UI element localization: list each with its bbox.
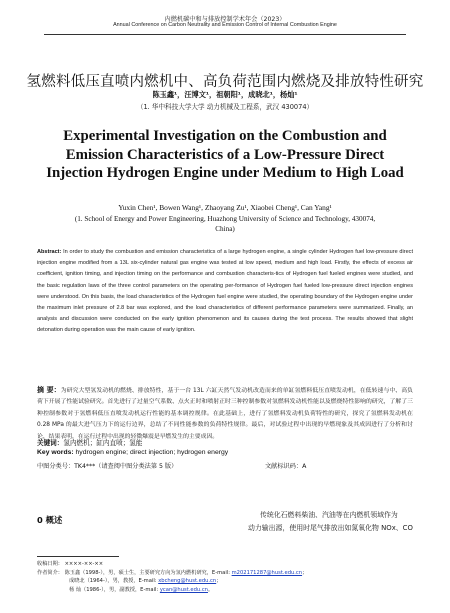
footnote-rule	[37, 556, 119, 557]
author-bio-3: 杨 灿（1986-），男，副教授，E-mail: ycan@hust.edu.cn。	[69, 586, 214, 593]
intro-paragraph	[248, 509, 418, 535]
abstract-zh-text: 为研究大型氢发动机的燃烧、排放特性，基于一台 13L 六缸天然气发动机改造而来的单缸氢燃料低压直喷发动机，在低转速与中、高负荷下开展了性能试验研究。首先进行了过量空气系数、点火正时和喷射正时三种控制参数对氢燃料发动机性能以及燃烧特性影响的研究，了解了三种控制参数对于氢燃料低压直喷发动机运行性能的基本调控规律。在此基础上，进行了氢燃料发动机负荷特性的研究，探究了氢燃料发动机在 0.28 MPa 的最大进气压力下的运行边界，总结了不同性能参数的负荷特性规律。最后，对试验过程中出现的早燃现象及其成因进行了分析和讨论，结果表明，在运行过程中出现的轻微爆震是早燃发生的主要成因。	[37, 388, 413, 440]
author-email-link-3[interactable]: ycan@hust.edu.cn	[159, 586, 208, 593]
keywords-en-label: Key words:	[37, 449, 74, 456]
authors-zh: 陈玉鑫¹，汪博文¹，祖朝阳¹，成晓北¹，杨灿¹	[152, 90, 298, 99]
document-code: 文献标识码：A	[265, 463, 307, 470]
keywords-en-text: hydrogen engine; direct injection; hydrogen energy	[75, 449, 229, 456]
running-header	[0, 0, 450, 44]
author-email-link-1[interactable]: m202171287@hust.edu.cn	[231, 569, 303, 576]
affiliation-en: (1. School of Energy and Power Engineering, Huazhong University of Science and Technology, 430074, China)	[74, 215, 376, 233]
author-bio-2: 成晓北（1964-），男，教授，E-mail: xbcheng@hust.edu.cn；	[69, 578, 222, 585]
author-bio-1: 作者简介： 陈玉鑫（1998-），男，硕士生，主要研究方向为氢内燃机研究，E-mail: m202171287@hust.edu.cn；	[37, 569, 308, 576]
abstract-en	[37, 247, 413, 337]
abstract-text: In order to study the combustion and emission characteristics of a large hydrogen engine, a single cylinder Hydrogen fuel low-pressure direct injection engine modified from a 13L six-cylinder natural gas engine was tested at low speed, medium and high load. Firstly, the effects of excess air coefficient, ignition timing, and injection timing on the performance and combustion characteris-tics of Hydrogen fuel fueled engines were studied, and the basic regulation laws of the three control parameters on the operating per-formance of Hydrogen fuel fueled low-pressure direct injection engines were understood. On this basis, the load characteristics of the Hydrogen fuel engine were studied, the operating boundary of the Hydrogen engine under the maximum inlet pressure of 2.8 bar was explored, and the load characteristics of different performance parameters were summarized. Finally, an analysis and discussion were conducted on the early ignition phenomenon and its causes during the test process. The results showed that slight detonation during operation was the main cause of early ignition.	[37, 249, 414, 334]
affiliation-zh: （1. 华中科技大学大学 动力机械及工程系，武汉 430074）	[136, 103, 314, 111]
author-bio-3-text: 杨 灿（1986-），男，副教授，E-mail:	[69, 586, 160, 593]
keywords-en	[37, 449, 228, 456]
conference-title-zh: 内燃机碳中和与排放控制学术年会（2023）	[164, 16, 286, 23]
intro-line-2: 动力输出源，使用时尾气排放出如氮氧化物 NOx、CO	[248, 523, 413, 532]
section-heading: 0 概述	[37, 515, 63, 525]
keywords-zh-text: 氢内燃机；缸内直喷；氢能	[63, 439, 143, 447]
abstract-label: Abstract:	[37, 249, 62, 255]
authors-en: Yuxin Chen¹, Bowen Wang¹, Zhaoyang Zu¹, Xiaobei Cheng¹, Can Yang¹	[118, 203, 332, 212]
paper-title-zh: 氢燃料低压直喷内燃机中、高负荷范围内燃烧及排放特性研究	[26, 74, 424, 90]
clc-number: 中图分类号：TK4***（请查阅中图分类法第 5 版）	[37, 463, 178, 470]
keywords-zh-label: 关键词：	[37, 439, 64, 447]
keywords-zh	[37, 437, 143, 447]
author-bio-1-text: 作者简介： 陈玉鑫（1998-），男，硕士生，主要研究方向为氢内燃机研究，E-mail:	[37, 569, 232, 576]
received-date: 收稿日期： ××××-××-××	[37, 561, 104, 567]
author-email-link-2[interactable]: xbcheng@hust.edu.cn	[158, 578, 217, 585]
abstract-zh-label: 摘 要：	[37, 386, 61, 394]
author-bio-2-text: 成晓北（1964-），男，教授，E-mail:	[69, 578, 159, 585]
intro-line-1: 传统化石燃料柴油、汽油等在内燃机领域作为	[260, 511, 398, 519]
abstract-zh	[37, 385, 413, 443]
conference-title-en: Annual Conference on Carbon Neutrality and Emission Control of Internal Combustion Engine	[113, 22, 337, 28]
paper-title-en: Experimental Investigation on the Combustion and Emission Characteristics of a Low-Pressure Direct Injection Hydrogen Engine under Medium to High Load	[46, 128, 404, 182]
header-rule	[44, 34, 406, 35]
footnotes	[37, 560, 413, 594]
